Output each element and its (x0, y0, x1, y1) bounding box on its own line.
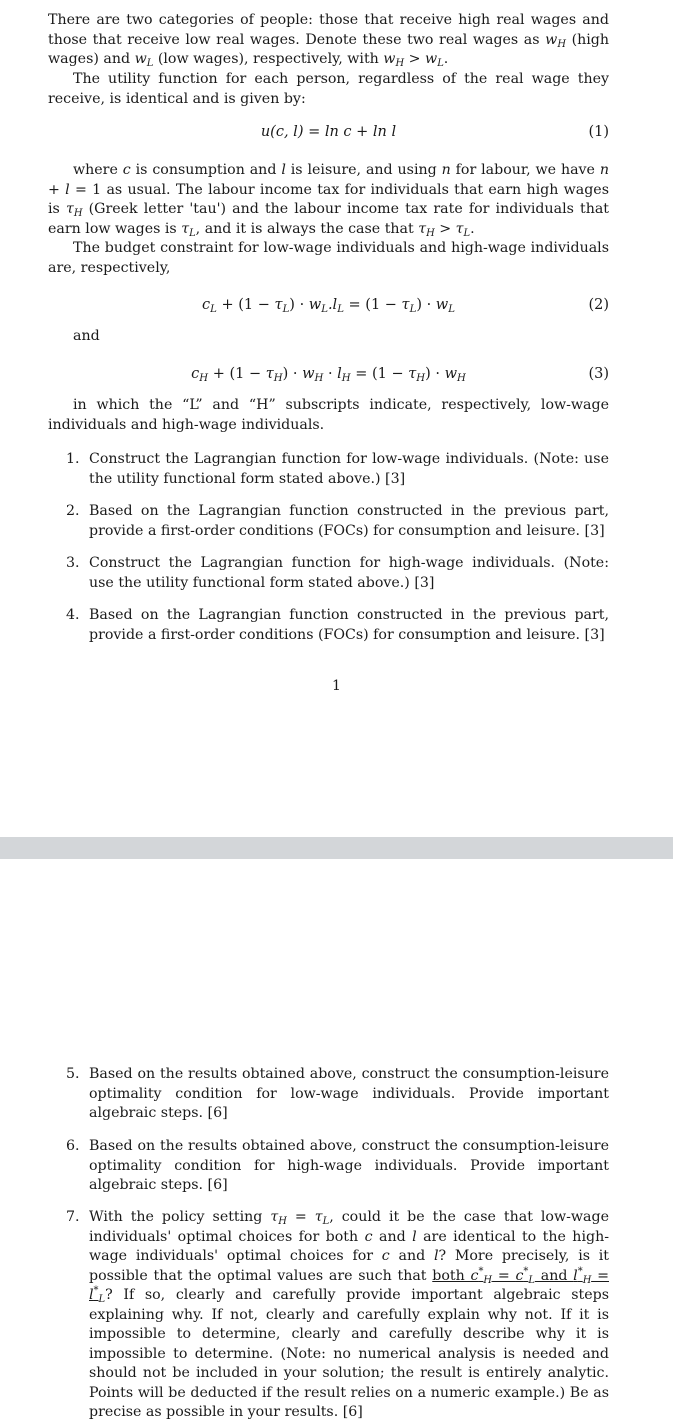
paragraph-4: The budget constraint for low-wage individuals and high-wage individuals are, respectively, (48, 240, 609, 276)
question-number: 5. (66, 1066, 80, 1082)
question-number: 4. (66, 607, 80, 623)
equation-2 (48, 297, 609, 317)
question-text: Based on the results obtained above, construct the consumption-leisure optimality condition for low-wage individuals. Provide important algebraic steps. [6] (89, 1066, 609, 1121)
question-number: 6. (66, 1138, 80, 1154)
equation-1-body: u(c, l) = ln c + ln l (260, 124, 397, 140)
equation-1-number: (1) (588, 124, 609, 140)
equation-3-body: $c_H + (1 - \tau_H) \cdot w_H \cdot l_H = (1 - \tau_H) \cdot w_H$ (191, 366, 466, 384)
and-word: and (73, 328, 100, 344)
question-6 (66, 1137, 609, 1196)
question-4 (66, 606, 609, 645)
equation-3 (48, 366, 609, 386)
question-text: Based on the Lagrangian function constructed in the previous part, provide a first-order conditions (FOCs) for consumption and leisure. [3] (89, 503, 609, 539)
question-3 (66, 554, 609, 593)
question-number: 1. (66, 451, 80, 467)
question-number: 7. (66, 1209, 80, 1225)
question-number: 2. (66, 503, 80, 519)
paragraph-5: in which the “L” and “H” subscripts indicate, respectively, low-wage individuals and high-wage individuals. (48, 397, 609, 433)
question-text: With the policy setting $\tau_H = \tau_L$, could it be the case that low-wage individuals' optimal choices for both c and l are identical to the high-wage individuals' optimal choices for c and l? More precisely, is it possible that the optimal values are such that both $c^*_H = c^*_L$ and $l^*_H = l^*_L$? If so, clearly and carefully provide important algebraic steps explaining why. If not, clearly and carefully explain why not. If it is impossible to determine, clearly and carefully describe why it is impossible to determine. (Note: no numerical analysis is needed and should not be included in your solution; the result is entirely analytic. Points will be deducted if the result relies on a numeric example.) Be as precise as possible in your results. [6] (89, 1209, 610, 1420)
question-number: 3. (66, 555, 80, 571)
intro-paragraph-1: There are two categories of people: those that receive high real wages and those that receive low real wages. Denote these two real wages as $w_H$ (high wages) and $w_L$ (low wages), respectively, with $w_H > w_L$. (48, 12, 610, 69)
intro-paragraph-2: The utility function for each person, regardless of the real wage they receive, is identical and is given by: (48, 71, 609, 107)
question-text: Based on the Lagrangian function constructed in the previous part, provide a first-order conditions (FOCs) for consumption and leisure. [3] (89, 607, 609, 643)
equation-3-number: (3) (588, 366, 609, 382)
question-2 (66, 502, 609, 541)
page-separator (0, 837, 673, 859)
paragraph-3: where c is consumption and l is leisure, and using n for labour, we have n + l = 1 as usual. The labour income tax for individuals that earn high wages is $\tau_H$ (Greek letter 'tau') and the labour income tax rate for individuals that earn low wages is $\tau_L$, and it is always the case that $\tau_H > \tau_L$. (48, 162, 610, 239)
question-1 (66, 450, 609, 489)
question-5 (66, 1065, 609, 1124)
question-text: Construct the Lagrangian function for low-wage individuals. (Note: use the utility functional form stated above.) [3] (89, 451, 609, 487)
question-7 (66, 1208, 609, 1423)
question-text: Based on the results obtained above, construct the consumption-leisure optimality condition for high-wage individuals. Provide important algebraic steps. [6] (89, 1138, 609, 1193)
question-text: Construct the Lagrangian function for high-wage individuals. (Note: use the utility functional form stated above.) [3] (89, 555, 609, 591)
equation-1 (48, 124, 609, 144)
equation-2-number: (2) (588, 297, 609, 313)
equation-2-body: $c_L + (1 - \tau_L) \cdot w_L.l_L = (1 - \tau_L) \cdot w_L$ (202, 297, 455, 315)
page-2 (0, 859, 673, 1422)
page-number: 1 (332, 678, 341, 694)
